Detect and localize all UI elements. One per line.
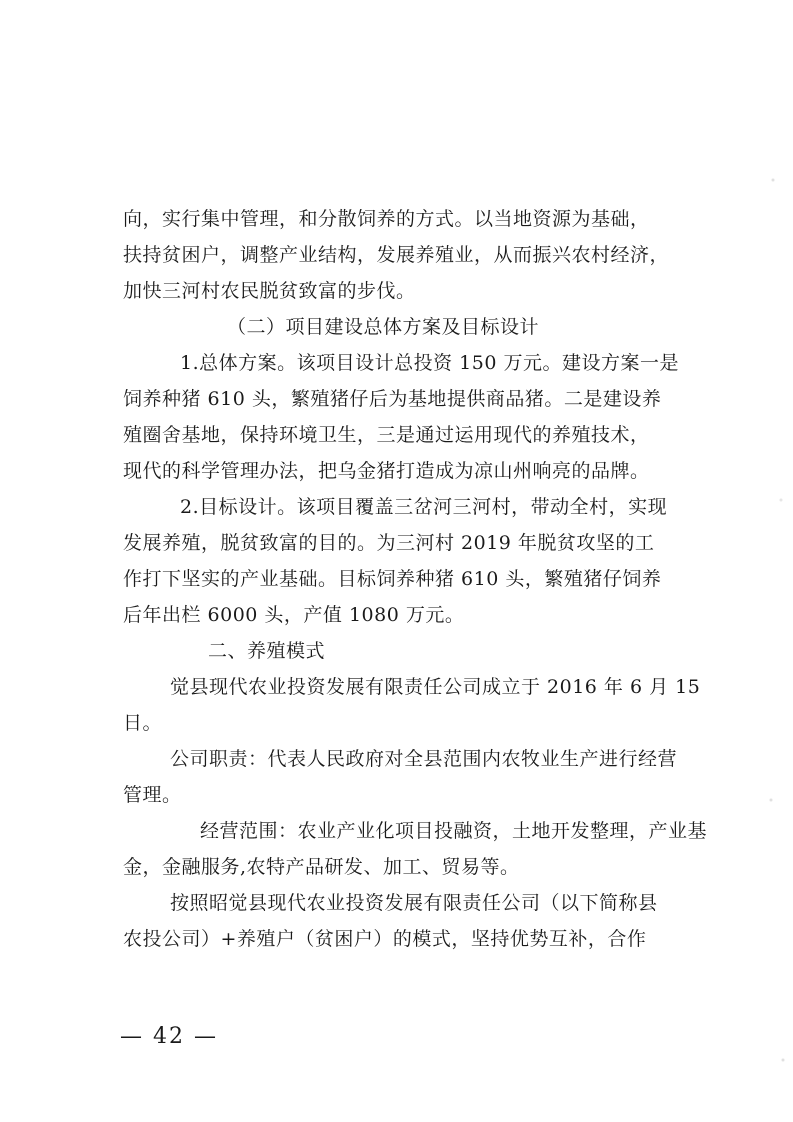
text-line: 金，金融服务,农特产品研发、加工、贸易等。 xyxy=(123,856,520,878)
text-line: 扶持贫困户，调整产业结构，发展养殖业，从而振兴农村经济， xyxy=(123,244,670,266)
text-line: 作打下坚实的产业基础。目标饲养种猪 610 头，繁殖猪仔饲养 xyxy=(123,568,662,590)
text-line: 按照昭觉县现代农业投资发展有限责任公司（以下简称县 xyxy=(170,892,658,914)
text-line: 饲养种猪 610 头，繁殖猪仔后为基地提供商品猪。二是建设养 xyxy=(123,388,662,410)
text-line: 日。 xyxy=(123,712,163,734)
text-line: 经营范围：农业产业化项目投融资，土地开发整理，产业基 xyxy=(200,820,708,842)
text-line: 觉县现代农业投资发展有限责任公司成立于 2016 年 6 月 15 xyxy=(170,676,701,698)
text-line: 管理。 xyxy=(123,784,182,806)
text-line: 现代的科学管理办法，把乌金猪打造成为凉山州响亮的品牌。 xyxy=(123,460,650,482)
text-line: 1.总体方案。该项目设计总投资 150 万元。建设方案一是 xyxy=(180,352,679,374)
section-heading: （二）项目建设总体方案及目标设计 xyxy=(227,316,540,338)
text-line: 农投公司）+养殖户（贫困户）的模式，坚持优势互补，合作 xyxy=(123,928,647,950)
text-line: 殖圈舍基地，保持环境卫生，三是通过运用现代的养殖技术， xyxy=(123,424,650,446)
section-heading: 二、养殖模式 xyxy=(208,640,326,662)
text-line: 加快三河村农民脱贫致富的步伐。 xyxy=(123,280,416,302)
text-line: 向，实行集中管理，和分散饲养的方式。以当地资源为基础， xyxy=(123,208,650,230)
text-line: 后年出栏 6000 头，产值 1080 万元。 xyxy=(123,604,465,626)
text-line: 公司职责：代表人民政府对全县范围内农牧业生产进行经营 xyxy=(170,748,678,770)
text-line: 2.目标设计。该项目覆盖三岔河三河村，带动全村，实现 xyxy=(180,496,668,518)
page-number: — 42 — xyxy=(120,1024,218,1049)
scan-noise-decoration xyxy=(763,0,793,1122)
text-line: 发展养殖，脱贫致富的目的。为三河村 2019 年脱贫攻坚的工 xyxy=(123,532,655,554)
